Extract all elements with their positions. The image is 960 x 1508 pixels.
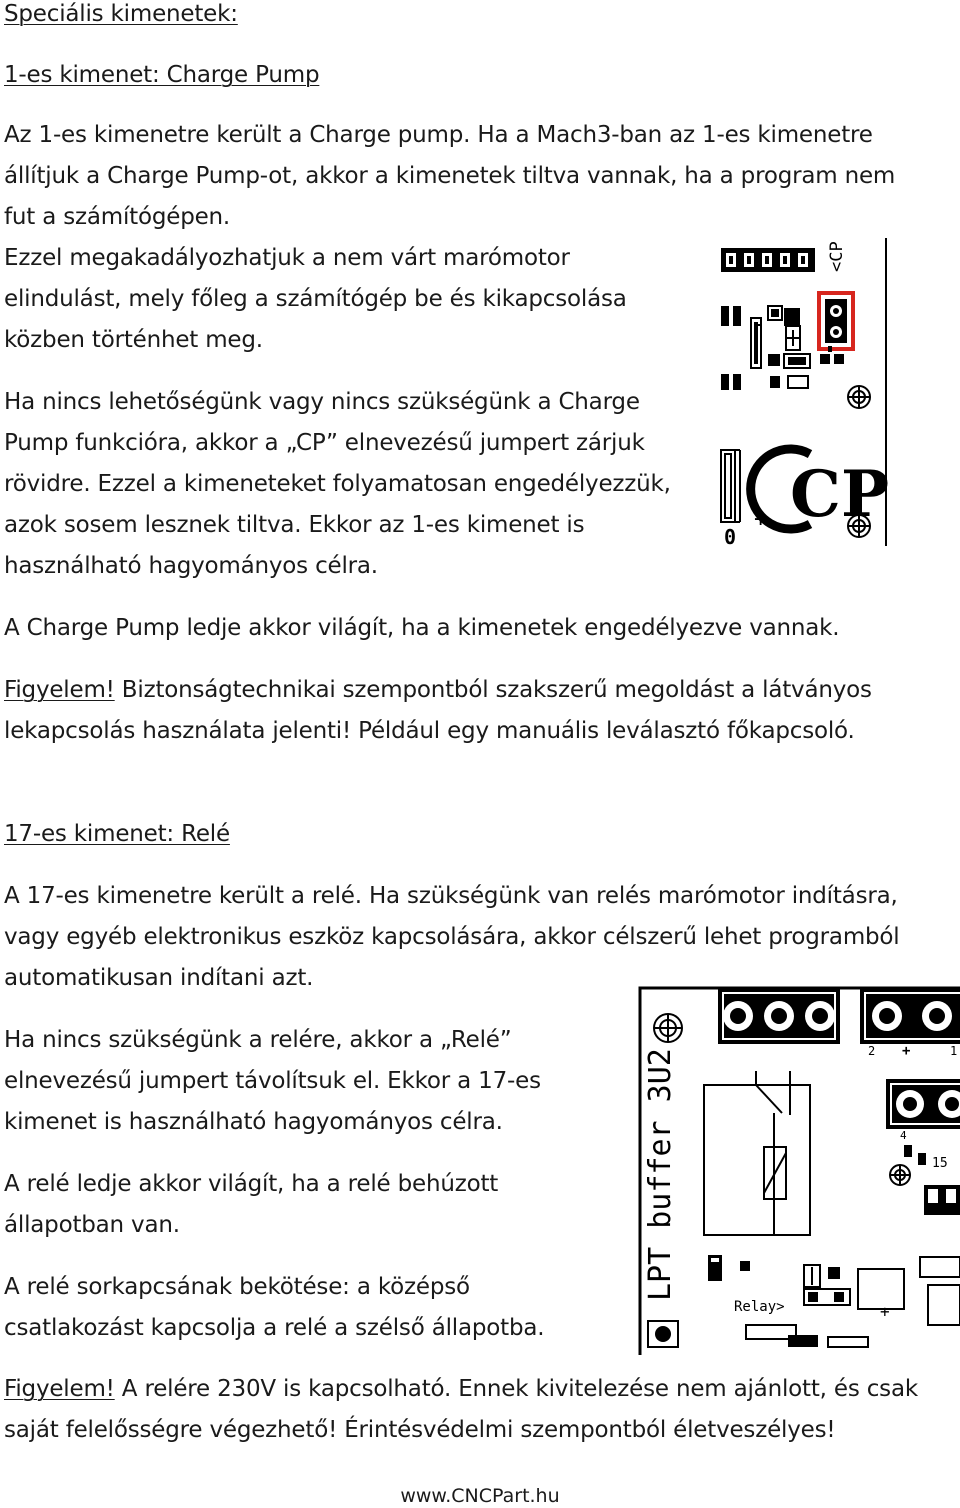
relay-paragraph-1-line: A 17-es kimenetre került a relé. Ha szükségünk van relés marómotor indításra, [4, 883, 898, 909]
relay-paragraph-2-line: elnevezésű jumpert távolítsuk el. Ekkor a 17-es [4, 1068, 541, 1094]
relay-pcb-figure [638, 985, 960, 1357]
cp-silk-label: <CP [827, 241, 847, 272]
section-title: Speciális kimenetek: [4, 1, 238, 27]
cp-warning-line-2: lekapcsolás használata jelenti! Például egy manuális leválasztó főkapcsoló. [4, 718, 855, 744]
cp-logo [751, 449, 889, 532]
relay-paragraph-3-line: állapotban van. [4, 1212, 180, 1238]
power-terminal-block [860, 988, 960, 1044]
silk-2: 2 [868, 1044, 876, 1058]
cp-paragraph-2-line: Pump funkcióra, akkor a „CP” elnevezésű jumpert zárjuk [4, 430, 645, 456]
silk-plus-capacitor: + [880, 1302, 890, 1321]
silk-zero: 0 [724, 525, 737, 548]
cp-warning [4, 676, 872, 704]
cp-paragraph-1-line: közben történhet meg. [4, 327, 263, 353]
cp-paragraph-1-line: Az 1-es kimenetre került a Charge pump. Ha a Mach3-ban az 1-es kimenetre [4, 122, 873, 148]
cp-paragraph-1-line: Ezzel megakadályozhatjuk a nem várt marómotor [4, 245, 570, 271]
header-pins [721, 248, 815, 272]
cp-paragraph-2-line: azok sosem lesznek tiltva. Ekkor az 1-es kimenet is [4, 512, 585, 538]
relay-paragraph-2-line: kimenet is használható hagyományos célra. [4, 1109, 503, 1135]
footer-url: www.CNCPart.hu [400, 1485, 560, 1507]
relay-paragraph-1-line: automatikusan indítani azt. [4, 965, 314, 991]
relay-pcb-image [638, 985, 960, 1357]
relay-warning-label: Figyelem! [4, 1376, 115, 1402]
relay-paragraph-2-line: Ha nincs szükségünk a relére, akkor a „Relé” [4, 1027, 512, 1053]
cp-paragraph-1-line: elindulást, mely főleg a számítógép be és kikapcsolása [4, 286, 627, 312]
relay-heading: 17-es kimenet: Relé [4, 821, 230, 847]
relay-paragraph-4-line: csatlakozást kapcsolja a relé a szélső állapotba. [4, 1315, 545, 1341]
relay-mounting-hole [654, 1014, 682, 1042]
relay-warning-line-2: saját felelősségre végezhető! Érintésvédelmi szempontból életveszélyes! [4, 1417, 836, 1443]
cp-paragraph-1-line: állítjuk a Charge Pump-ot, akkor a kimenetek tiltva vannak, ha a program nem [4, 163, 896, 189]
cp-warning-label: Figyelem! [4, 677, 115, 703]
cp-paragraph-2-line: használható hagyományos célra. [4, 553, 378, 579]
cp-jumper [819, 293, 853, 349]
cp-paragraph-1-line: fut a számítógépen. [4, 204, 231, 230]
connector-outline [721, 450, 740, 522]
charge-pump-pcb-figure [718, 236, 890, 548]
relay-smd-components [648, 1145, 960, 1347]
relay-paragraph-3-line: A relé ledje akkor világít, ha a relé behúzott [4, 1171, 499, 1197]
lower-terminal-block [886, 1079, 960, 1129]
board-name: LPT buffer 3U2 [643, 1048, 678, 1301]
relay-paragraph-1-line: vagy egyéb elektronikus eszköz kapcsolására, akkor célszerű lehet programból [4, 924, 900, 950]
cp-warning-text: Biztonságtechnikai szempontból szakszerű megoldást a látványos [114, 677, 872, 703]
relay-terminal-block [718, 988, 840, 1044]
silk-4: 4 [900, 1129, 907, 1142]
relay-mounting-hole-right [890, 1165, 910, 1185]
relay-symbol [704, 1071, 810, 1235]
relay-warning-text: A relére 230V is kapcsolható. Ennek kivitelezése nem ajánlott, és csak [114, 1376, 918, 1402]
cp-paragraph-2-line: rövidre. Ezzel a kimeneteket folyamatosan engedélyezzük, [4, 471, 671, 497]
silk-relay: Relay> [734, 1299, 785, 1315]
charge-pump-heading: 1-es kimenet: Charge Pump [4, 62, 320, 88]
mounting-hole-top [848, 386, 870, 408]
silk-plus-terminal: + [902, 1043, 911, 1059]
cp-logo-letters: CP [790, 457, 890, 532]
silk-15: 15 [932, 1156, 948, 1171]
cp-paragraph-3: A Charge Pump ledje akkor világít, ha a kimenetek engedélyezve vannak. [4, 615, 840, 641]
charge-pump-pcb-image [718, 236, 890, 548]
relay-paragraph-4-line: A relé sorkapcsának bekötése: a középső [4, 1274, 470, 1300]
cp-paragraph-2-line: Ha nincs lehetőségünk vagy nincs szükségünk a Charge [4, 389, 640, 415]
relay-warning [4, 1375, 918, 1403]
silk-plus: + [754, 507, 768, 532]
silk-1: 1 [950, 1044, 958, 1058]
